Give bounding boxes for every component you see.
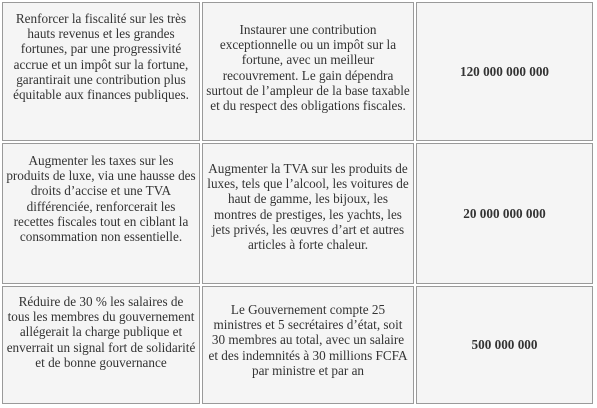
measure-cell: Réduire de 30 % les salaires de tous les membres du gouvernement allégerait la charge publique et enverrait un signal fort de solidarité et de bonne gouvernance: [2, 286, 200, 404]
description-cell: Instaurer une contribution exceptionnelle ou un impôt sur la fortune, avec un meilleur recouvrement. Le gain dépendra surtout de l’ampleur de la base taxable et du respect des obligations fiscales.: [202, 2, 414, 141]
amount-cell: 20 000 000 000: [416, 143, 593, 284]
table-row: [2, 286, 593, 404]
amount-cell: 120 000 000 000: [416, 2, 593, 141]
amount-cell: 500 000 000: [416, 286, 593, 404]
measure-cell: Renforcer la fiscalité sur les très hauts revenus et les grandes fortunes, par une progressivité accrue et un impôt sur la fortune, garantirait une contribution plus équitable aux finances publiques.: [2, 2, 200, 141]
measure-cell: Augmenter les taxes sur les produits de luxe, via une hausse des droits d’accise et une TVA différenciée, renforcerait les recettes fiscales tout en ciblant la consommation non essentielle.: [2, 143, 200, 284]
table-row: [2, 2, 593, 141]
description-cell: Le Gouvernement compte 25 ministres et 5 secrétaires d’état, soit 30 membres au total, avec un salaire et des indemnités à 30 millions FCFA par ministre et par an: [202, 286, 414, 404]
table-row: [2, 143, 593, 284]
description-cell: Augmenter la TVA sur les produits de luxes, tels que l’alcool, les voitures de haut de gamme, les bijoux, les montres de prestiges, les yachts, les jets privés, les œuvres d’art et autres articles à forte chaleur.: [202, 143, 414, 284]
